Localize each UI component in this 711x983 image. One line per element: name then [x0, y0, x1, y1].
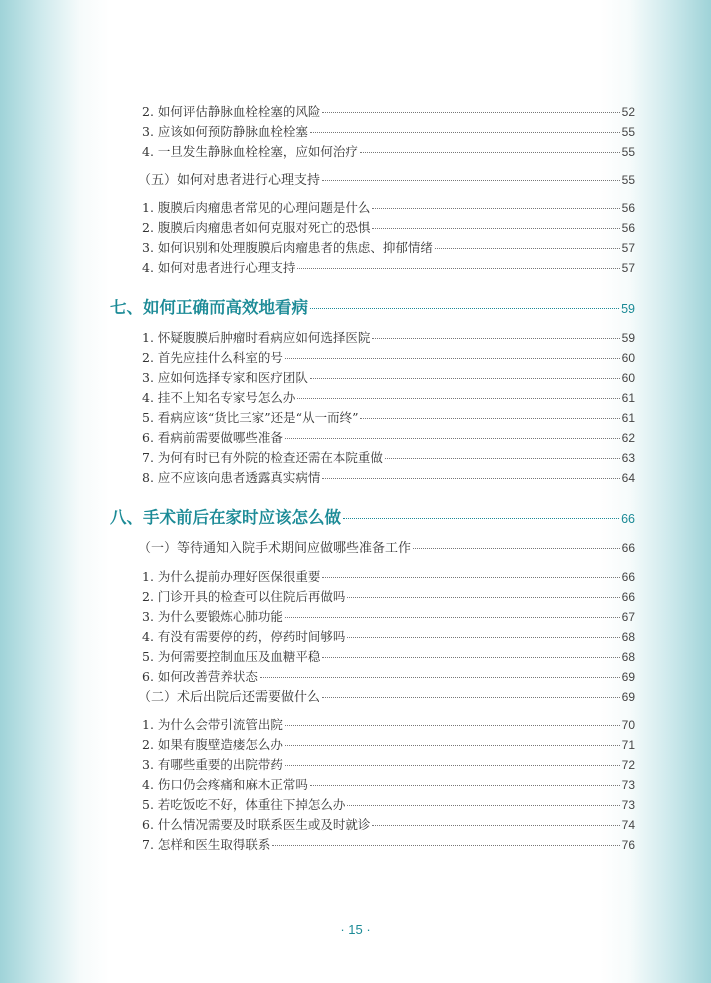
toc-entry-page: 69	[621, 670, 635, 684]
toc-entry-page: 61	[621, 411, 635, 425]
toc-entry-title: 8. 应不应该向患者透露真实病情	[142, 470, 321, 485]
toc-entry-title: 3. 应如何选择专家和医疗团队	[142, 370, 308, 385]
toc-entry-page: 55	[621, 173, 635, 187]
toc-section-heading[interactable]	[138, 540, 635, 557]
toc-entry-title: 5. 为何需要控制血压及血糖平稳	[142, 649, 321, 664]
toc-entry-page: 56	[621, 221, 635, 235]
toc-entry-page: 56	[621, 201, 635, 215]
toc-entry[interactable]	[142, 649, 635, 665]
dot-leader	[285, 617, 620, 618]
toc-entry-page: 73	[621, 798, 635, 812]
toc-entry-page: 70	[621, 718, 635, 732]
toc-entry-title: 4. 如何对患者进行心理支持	[142, 260, 296, 275]
dot-leader	[272, 845, 619, 846]
toc-entry-page: 66	[621, 512, 635, 526]
toc-entry[interactable]	[142, 669, 635, 685]
toc-entry-page: 57	[621, 261, 635, 275]
page-number: · 15 ·	[340, 922, 371, 937]
toc-entry[interactable]	[142, 240, 635, 256]
dot-leader	[285, 438, 620, 439]
toc-entry[interactable]	[142, 797, 635, 813]
toc-section-heading[interactable]	[138, 172, 635, 189]
dot-leader	[322, 478, 619, 479]
dot-leader	[322, 577, 619, 578]
toc-entry[interactable]	[142, 124, 635, 140]
toc-entry-title: 八、手术前后在家时应该怎么做	[110, 508, 341, 527]
toc-entry[interactable]	[142, 450, 635, 466]
toc-entry-title: 4. 一旦发生静脉血栓栓塞，应如何治疗	[142, 144, 358, 159]
dot-leader	[372, 338, 619, 339]
toc-entry-title: 6. 如何改善营养状态	[142, 669, 258, 684]
toc-entry-page: 71	[621, 738, 635, 752]
toc-entry-page: 68	[621, 630, 635, 644]
toc-entry[interactable]	[142, 104, 635, 120]
toc-entry[interactable]	[142, 390, 635, 406]
toc-entry-page: 74	[621, 818, 635, 832]
dot-leader	[310, 132, 620, 133]
dot-leader	[347, 597, 619, 598]
dot-leader	[360, 152, 620, 153]
toc-entry-title: 1. 怀疑腹膜后肿瘤时看病应如何选择医院	[142, 330, 371, 345]
dot-leader	[435, 248, 620, 249]
toc-entry-title: 2. 如何评估静脉血栓栓塞的风险	[142, 104, 321, 119]
toc-entry-page: 72	[621, 758, 635, 772]
toc-entry-page: 69	[621, 690, 635, 704]
toc-entry-title: 七、如何正确而高效地看病	[110, 298, 308, 317]
toc-entry-page: 66	[621, 590, 635, 604]
toc-entry-title: 1. 为什么提前办理好医保很重要	[142, 569, 321, 584]
dot-leader	[310, 308, 619, 309]
toc-entry-title: 2. 如果有腹壁造瘘怎么办	[142, 737, 283, 752]
toc-entry-title: 6. 看病前需要做哪些准备	[142, 430, 283, 445]
dot-leader	[285, 765, 620, 766]
dot-leader	[322, 112, 619, 113]
toc-entry[interactable]	[142, 220, 635, 236]
toc-entry-title: 1. 为什么会带引流管出院	[142, 717, 283, 732]
dot-leader	[372, 208, 619, 209]
dot-leader	[285, 358, 620, 359]
toc-entry-title: 2. 首先应挂什么科室的号	[142, 350, 283, 365]
dot-leader	[347, 805, 619, 806]
toc-entry-title: （二）术后出院后还需要做什么	[138, 690, 321, 705]
toc-entry-title: 7. 为何有时已有外院的检查还需在本院重做	[142, 450, 383, 465]
toc-entry[interactable]	[142, 330, 635, 346]
toc-entry-title: 3. 如何识别和处理腹膜后肉瘤患者的焦虑、抑郁情绪	[142, 240, 433, 255]
toc-entry-title: 1. 腹膜后肉瘤患者常见的心理问题是什么	[142, 200, 371, 215]
dot-leader	[347, 637, 619, 638]
toc-entry[interactable]	[142, 817, 635, 833]
toc-entry[interactable]	[142, 629, 635, 645]
toc-entry-page: 60	[621, 371, 635, 385]
toc-entry[interactable]	[142, 200, 635, 216]
dot-leader	[297, 268, 619, 269]
toc-entry-title: （一）等待通知入院手术期间应做哪些准备工作	[138, 541, 412, 556]
dot-leader	[322, 697, 620, 698]
toc-entry-title: 4. 挂不上知名专家号怎么办	[142, 390, 296, 405]
dot-leader	[385, 458, 620, 459]
toc-entry-title: 3. 应该如何预防静脉血栓栓塞	[142, 124, 308, 139]
toc-entry[interactable]	[142, 837, 635, 853]
dot-leader	[310, 378, 620, 379]
toc-entry[interactable]	[142, 589, 635, 605]
toc-entry-page: 62	[621, 431, 635, 445]
dot-leader	[413, 548, 620, 549]
toc-entry-page: 60	[621, 351, 635, 365]
toc-entry[interactable]	[142, 430, 635, 446]
toc-entry-page: 61	[621, 391, 635, 405]
dot-leader	[343, 518, 619, 519]
toc-entry-page: 64	[621, 471, 635, 485]
toc-entry[interactable]	[142, 777, 635, 793]
toc-entry-page: 55	[621, 145, 635, 159]
toc-entry[interactable]	[142, 260, 635, 276]
dot-leader	[285, 725, 620, 726]
toc-entry[interactable]	[142, 757, 635, 773]
toc-entry-page: 63	[621, 451, 635, 465]
toc-entry[interactable]	[142, 350, 635, 366]
toc-entry-page: 66	[621, 541, 635, 555]
toc-entry-page: 76	[621, 838, 635, 852]
toc-entry[interactable]	[142, 410, 635, 426]
toc-entry[interactable]	[142, 569, 635, 585]
toc-entry-page: 59	[621, 331, 635, 345]
toc-entry-page: 52	[621, 105, 635, 119]
dot-leader	[297, 398, 619, 399]
toc-entry-title: 5. 看病应该“货比三家”还是“从一而终”	[142, 410, 359, 425]
toc-entry-page: 67	[621, 610, 635, 624]
dot-leader	[285, 745, 620, 746]
toc-entry-title: 3. 为什么要锻炼心肺功能	[142, 609, 283, 624]
toc-chapter-heading[interactable]	[110, 298, 635, 319]
dot-leader	[372, 825, 619, 826]
toc-entry-title: 6. 什么情况需要及时联系医生或及时就诊	[142, 817, 371, 832]
toc-chapter-heading[interactable]	[110, 508, 635, 529]
toc-entry[interactable]	[142, 737, 635, 753]
toc-entry-page: 55	[621, 125, 635, 139]
toc-entry-page: 73	[621, 778, 635, 792]
toc-entry-page: 68	[621, 650, 635, 664]
toc-entry[interactable]	[142, 609, 635, 625]
dot-leader	[322, 657, 619, 658]
toc-entry-title: 2. 腹膜后肉瘤患者如何克服对死亡的恐惧	[142, 220, 371, 235]
toc-entry[interactable]	[142, 370, 635, 386]
dot-leader	[372, 228, 619, 229]
toc-entry[interactable]	[142, 144, 635, 160]
toc-entry-title: 5. 若吃饭吃不好，体重往下掉怎么办	[142, 797, 346, 812]
toc-entry-title: （五）如何对患者进行心理支持	[138, 173, 321, 188]
dot-leader	[310, 785, 620, 786]
toc-entry-title: 4. 伤口仍会疼痛和麻木正常吗	[142, 777, 308, 792]
toc-section-heading[interactable]	[138, 689, 635, 706]
toc-entry-page: 57	[621, 241, 635, 255]
dot-leader	[322, 180, 620, 181]
toc-entry-title: 4. 有没有需要停的药，停药时间够吗	[142, 629, 346, 644]
toc-entry-title: 3. 有哪些重要的出院带药	[142, 757, 283, 772]
toc-entry-page: 59	[621, 302, 635, 316]
toc-entry-title: 7. 怎样和医生取得联系	[142, 837, 271, 852]
toc-entry-page: 66	[621, 570, 635, 584]
dot-leader	[360, 418, 619, 419]
dot-leader	[260, 677, 620, 678]
toc-entry[interactable]	[142, 717, 635, 733]
toc-entry[interactable]	[142, 470, 635, 486]
toc-entry-title: 2. 门诊开具的检查可以住院后再做吗	[142, 589, 346, 604]
